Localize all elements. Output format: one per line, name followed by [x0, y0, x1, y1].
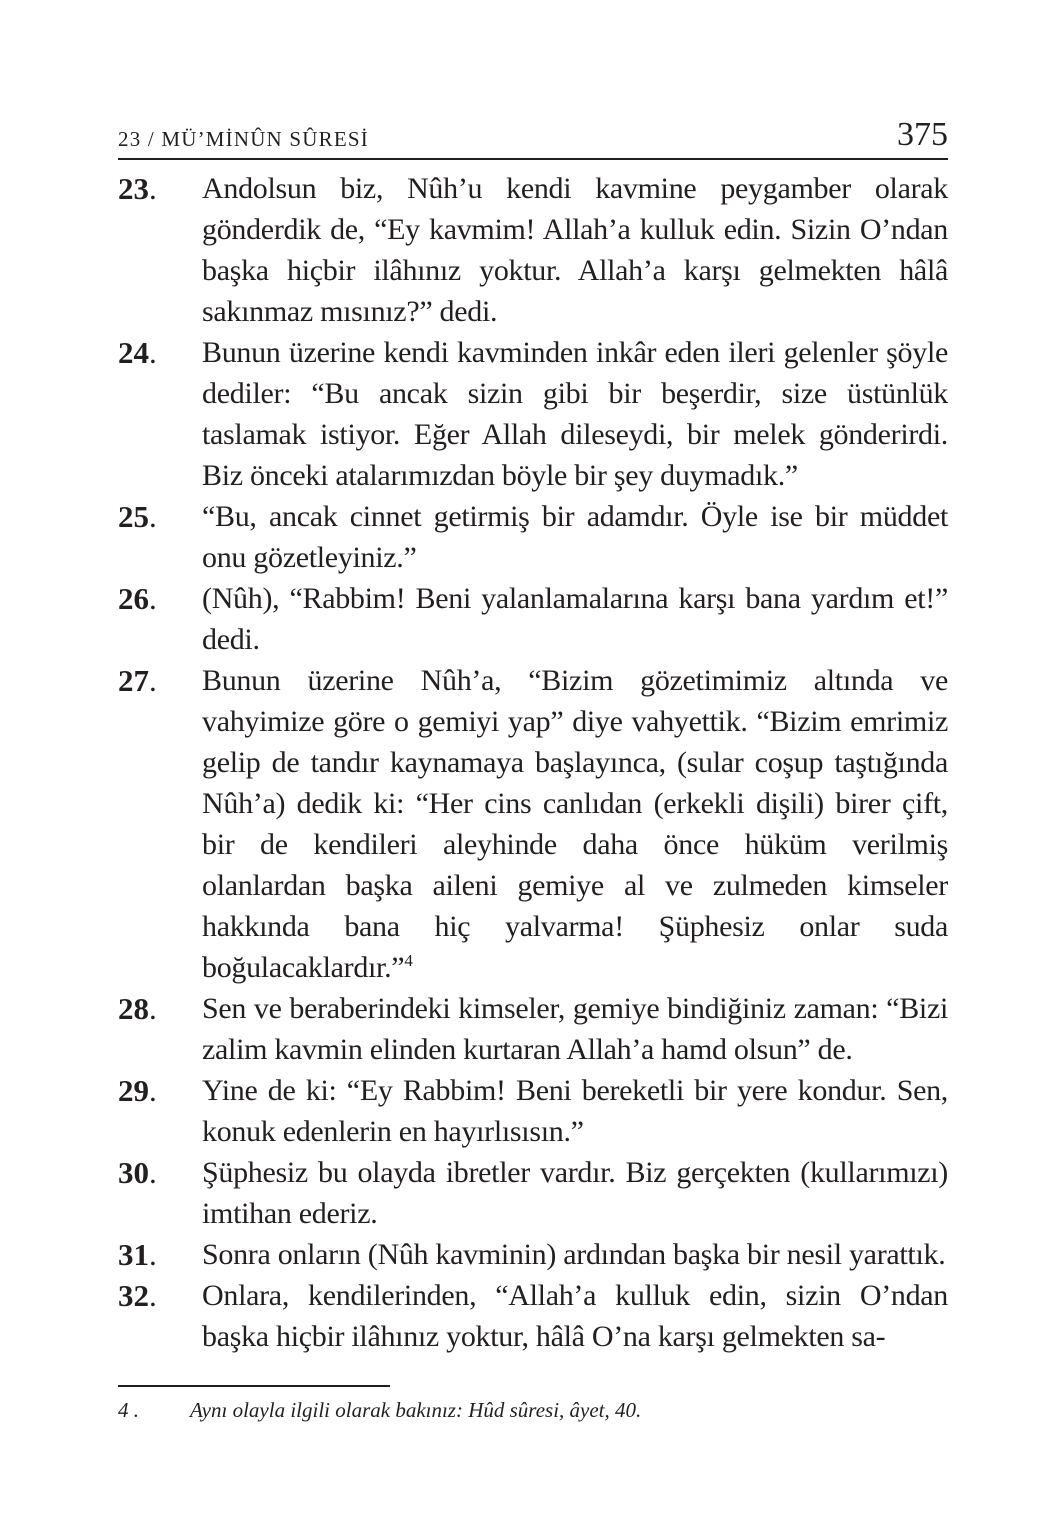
- footnote-text: Aynı olayla ilgili olarak bakınız: Hûd sûresi, âyet, 40.: [190, 1398, 642, 1422]
- verse-32: [118, 1275, 948, 1357]
- footnote-divider: [118, 1385, 390, 1387]
- verse-23: [118, 168, 948, 332]
- verse-text: Onlara, kendilerinden, “Allah’a kulluk edin, sizin O’ndan başka hiçbir ilâhınız yoktur, hâlâ O’na karşı gelmekten sa-: [202, 1279, 948, 1353]
- verse-29: [118, 1070, 948, 1152]
- verse-30: [118, 1152, 948, 1234]
- verse-text: “Bu, ancak cinnet getirmiş bir adamdır. Öyle ise bir müddet onu gözetleyiniz.”: [202, 500, 948, 574]
- verse-text: (Nûh), “Rabbim! Beni yalanlamalarına karşı bana yardım et!” dedi.: [202, 582, 948, 656]
- verse-27: [118, 660, 948, 988]
- verse-28: [118, 988, 948, 1070]
- verse-number: 32.: [118, 1278, 157, 1313]
- verse-text: Yine de ki: “Ey Rabbim! Beni bereketli bir yere kondur. Sen, konuk edenlerin en hayırlısısın.”: [202, 1074, 948, 1148]
- verse-26: [118, 578, 948, 660]
- running-title: 23 / MÜ’MİNÛN SÛRESİ: [118, 127, 369, 151]
- verse-25: [118, 496, 948, 578]
- verse-text: Sonra onların (Nûh kavminin) ardından başka bir nesil yarattık.: [202, 1238, 946, 1271]
- page-header: [118, 112, 948, 160]
- footnote: [118, 1396, 948, 1424]
- page-number: 375: [897, 116, 948, 153]
- footnote-reference: 4: [404, 951, 413, 970]
- verse-31: [118, 1234, 948, 1275]
- verse-text: Sen ve beraberindeki kimseler, gemiye bindiğiniz zaman: “Bizi zalim kavmin elinden kurtaran Allah’a hamd olsun” de.: [202, 992, 948, 1066]
- verse-number: 26.: [118, 581, 157, 616]
- verse-24: [118, 332, 948, 496]
- verse-number: 25.: [118, 499, 157, 534]
- verse-number: 23.: [118, 171, 157, 206]
- verse-number: 30.: [118, 1155, 157, 1190]
- footnote-number: 4 .: [118, 1398, 139, 1422]
- verse-number: 28.: [118, 991, 157, 1026]
- verse-number: 29.: [118, 1073, 157, 1108]
- verse-list: [118, 168, 948, 1357]
- verse-text: Andolsun biz, Nûh’u kendi kavmine peygamber olarak gönderdik de, “Ey kavmim! Allah’a kulluk edin. Sizin O’ndan başka hiçbir ilâhınız yoktur. Allah’a karşı gelmekten hâlâ sakınmaz mısınız?” dedi.: [202, 172, 948, 328]
- verse-text: Şüphesiz bu olayda ibretler vardır. Biz gerçekten (kullarımızı) imtihan ederiz.: [202, 1156, 948, 1230]
- verse-number: 27.: [118, 663, 157, 698]
- verse-number: 24.: [118, 335, 157, 370]
- verse-text: Bunun üzerine kendi kavminden inkâr eden ileri gelenler şöyle dediler: “Bu ancak sizin gibi bir beşerdir, size üstünlük taslamak istiyor. Eğer Allah dileseydi, bir melek gönderirdi. Biz önceki atalarımızdan böyle bir şey duymadık.”: [202, 336, 948, 492]
- verse-number: 31.: [118, 1237, 157, 1272]
- verse-text: Bunun üzerine Nûh’a, “Bizim gözetimimiz altında ve vahyimize göre o gemiyi yap” diye vahyettik. “Bizim emrimiz gelip de tandır kaynamaya başlayınca, (sular coşup taştığında Nûh’a) dedik ki: “Her cins canlıdan (erkekli dişili) birer çift, bir de kendileri aleyhinde daha önce hüküm verilmiş olanlardan başka aileni gemiye al ve zulmeden kimseler hakkında bana hiç yalvarma! Şüphesiz onlar suda boğulacaklardır.”$^4$: [202, 664, 948, 984]
